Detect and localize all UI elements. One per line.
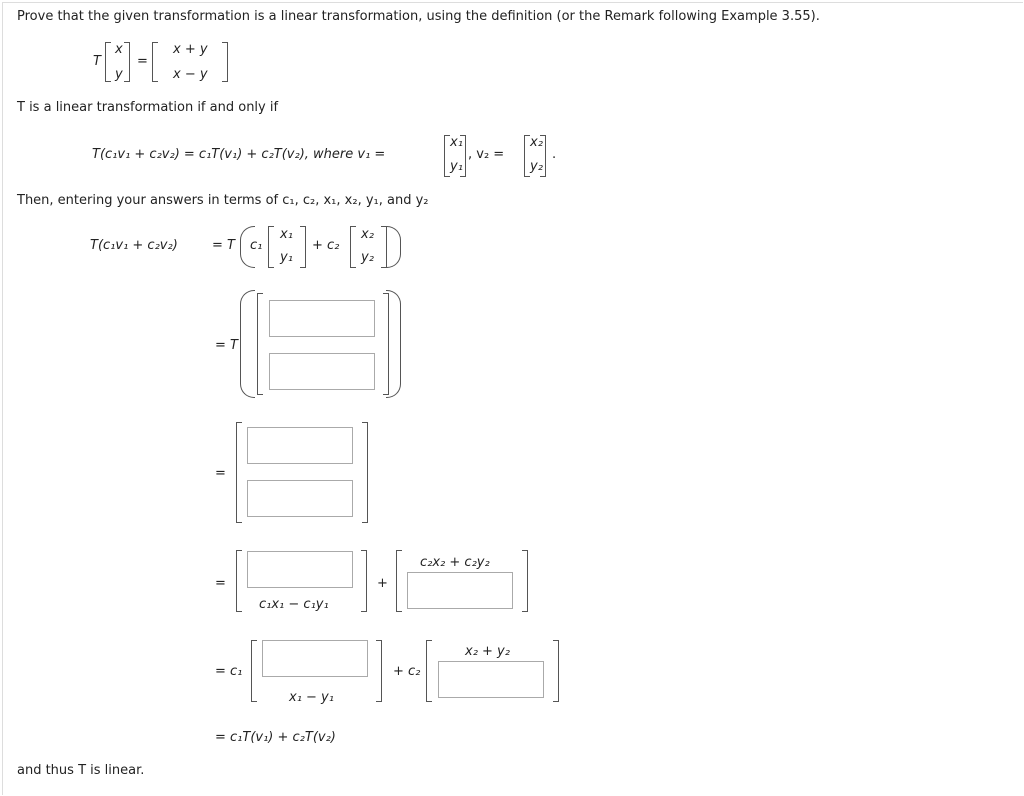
step1-x2: x₂ bbox=[361, 227, 374, 242]
step1-eq: = T bbox=[212, 238, 235, 253]
step4-given-top-right: c₂x₂ + c₂y₂ bbox=[420, 555, 490, 570]
step2-answer-bottom[interactable] bbox=[269, 353, 375, 390]
step5-given-top-right: x₂ + y₂ bbox=[465, 644, 510, 659]
step5-plus-c2: + c₂ bbox=[393, 664, 421, 679]
v1-y: y₁ bbox=[450, 159, 463, 174]
step4-plus: + bbox=[377, 576, 388, 591]
linearity-condition: T(c₁v₁ + c₂v₂) = c₁T(v₁) + c₂T(v₂), where v₁ = bbox=[92, 147, 386, 162]
bracket-right bbox=[553, 640, 559, 702]
step5-answer-bottom-right[interactable] bbox=[438, 661, 544, 698]
bracket-left bbox=[396, 550, 402, 612]
problem-prompt: Prove that the given transformation is a linear transformation, using the definition (or the Remark following Example 3.55). bbox=[17, 9, 820, 24]
period: . bbox=[552, 147, 557, 162]
step1-x1: x₁ bbox=[280, 227, 293, 242]
bracket-left bbox=[257, 293, 263, 395]
definition-T: T bbox=[93, 54, 101, 69]
step3-eq: = bbox=[215, 466, 226, 481]
bracket-left bbox=[236, 550, 242, 612]
step2-eq: = T bbox=[215, 338, 238, 353]
bracket-right bbox=[361, 550, 367, 612]
bracket-left bbox=[426, 640, 432, 702]
step4-answer-bottom-right[interactable] bbox=[407, 572, 513, 609]
bracket-left bbox=[152, 42, 158, 82]
bracket-left bbox=[268, 226, 274, 268]
step1-y1: y₁ bbox=[280, 250, 293, 265]
bracket-right bbox=[522, 550, 528, 612]
step3-answer-top[interactable] bbox=[247, 427, 353, 464]
bracket-right bbox=[362, 422, 368, 523]
def-output-1: x + y bbox=[173, 42, 208, 57]
step1-plus-c2: + c₂ bbox=[312, 238, 340, 253]
step4-eq: = bbox=[215, 576, 226, 591]
step4-answer-top-left[interactable] bbox=[247, 551, 353, 588]
iff-text: T is a linear transformation if and only if bbox=[17, 100, 279, 115]
v2-label: , v₂ = bbox=[468, 147, 505, 162]
step5-answer-top-left[interactable] bbox=[262, 640, 368, 677]
step6-result: = c₁T(v₁) + c₂T(v₂) bbox=[215, 730, 336, 745]
instructions: Then, entering your answers in terms of c₁, c₂, x₁, x₂, y₁, and y₂ bbox=[17, 193, 429, 208]
bracket-left bbox=[350, 226, 356, 268]
step2-answer-top[interactable] bbox=[269, 300, 375, 337]
bracket-right bbox=[460, 135, 466, 177]
bracket-right bbox=[376, 640, 382, 702]
def-output-2: x − y bbox=[173, 67, 208, 82]
step1-c1: c₁ bbox=[250, 238, 263, 253]
bracket-right bbox=[124, 42, 130, 82]
def-equals: = bbox=[137, 54, 148, 69]
v2-x: x₂ bbox=[530, 135, 543, 150]
step4-given-bottom-left: c₁x₁ − c₁y₁ bbox=[259, 597, 329, 612]
paren-left bbox=[240, 290, 255, 398]
step1-lhs: T(c₁v₁ + c₂v₂) bbox=[90, 238, 178, 253]
v2-y: y₂ bbox=[530, 159, 543, 174]
step1-y2: y₂ bbox=[361, 250, 374, 265]
paren-right bbox=[386, 290, 401, 398]
conclusion: and thus T is linear. bbox=[17, 763, 145, 778]
bracket-left bbox=[251, 640, 257, 702]
def-input-x: x bbox=[115, 42, 123, 57]
bracket-left bbox=[105, 42, 111, 82]
bracket-right bbox=[300, 226, 306, 268]
bracket-right bbox=[222, 42, 228, 82]
def-input-y: y bbox=[115, 67, 123, 82]
step5-eq-c1: = c₁ bbox=[215, 664, 243, 679]
v1-x: x₁ bbox=[450, 135, 463, 150]
step3-answer-bottom[interactable] bbox=[247, 480, 353, 517]
step5-given-bottom-left: x₁ − y₁ bbox=[289, 690, 334, 705]
bracket-left bbox=[236, 422, 242, 523]
bracket-right bbox=[540, 135, 546, 177]
